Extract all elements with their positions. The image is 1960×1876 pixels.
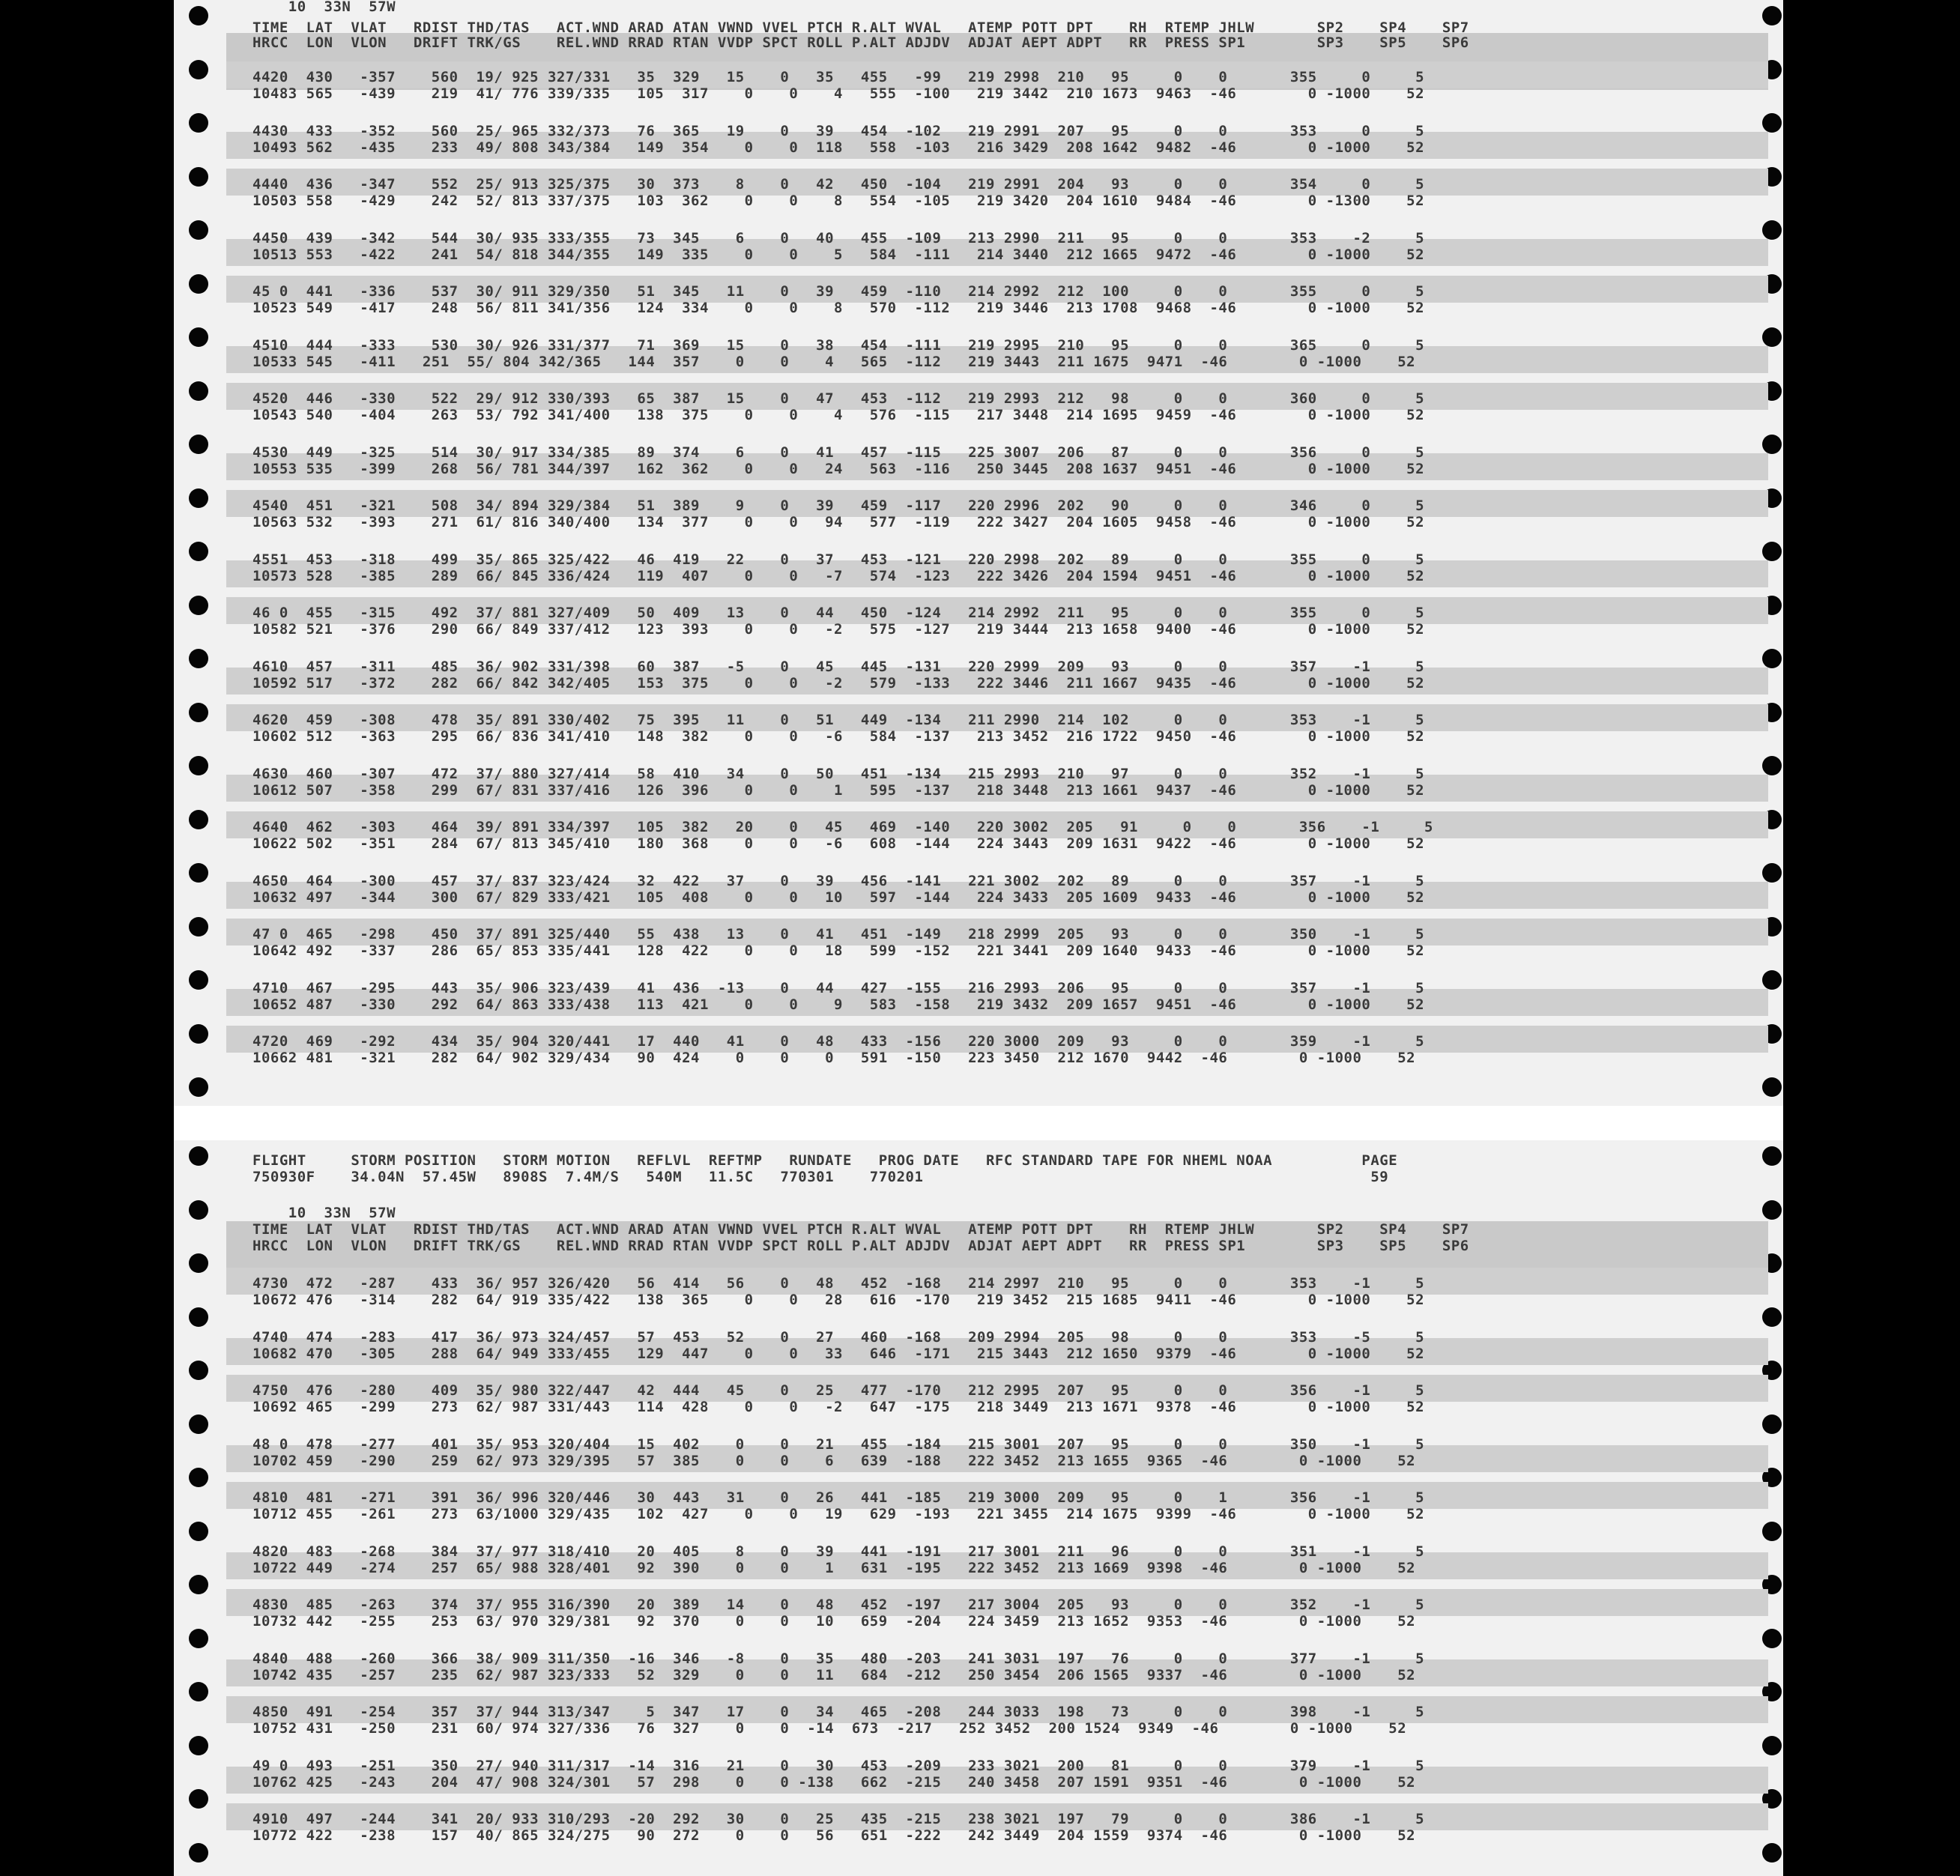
sprocket-hole	[189, 1789, 208, 1809]
sprocket-hole	[189, 917, 208, 937]
sprocket-hole	[1762, 1146, 1782, 1166]
record-line: 4551 453 -318 499 35/ 865 325/422 46 419 22 0 37 453 -121 220 2998 202 89 0 0 355 0 5	[252, 551, 1425, 568]
sprocket-hole	[189, 970, 208, 990]
record-line: 10553 535 -399 268 56/ 781 344/397 162 362 0 0 24 563 -116 250 3445 208 1637 9451 -46 0 -1000 52	[252, 460, 1425, 477]
record-line: 10682 470 -305 288 64/ 949 333/455 129 447 0 0 33 646 -171 215 3443 212 1650 9379 -46 0 -1000 52	[252, 1345, 1425, 1362]
record-line: 4750 476 -280 409 35/ 980 322/447 42 444 45 0 25 477 -170 212 2995 207 95 0 0 356 -1 5	[252, 1382, 1425, 1399]
record-line: 4430 433 -352 560 25/ 965 332/373 76 365 19 0 39 454 -102 219 2991 207 95 0 0 353 0 5	[252, 122, 1425, 139]
sprocket-hole	[189, 1307, 208, 1327]
sprocket-hole	[1762, 220, 1782, 240]
sprocket-hole	[1762, 1736, 1782, 1755]
sprocket-hole	[189, 810, 208, 829]
sprocket-hole	[189, 1736, 208, 1755]
printout-sheet-2	[174, 1140, 1783, 1876]
record-line: 10732 442 -255 253 63/ 970 329/381 92 370 0 0 10 659 -204 224 3459 213 1652 9353 -46 0 -1000 52	[252, 1613, 1416, 1630]
sprocket-hole	[189, 1361, 208, 1380]
record-line: 4610 457 -311 485 36/ 902 331/398 60 387 -5 0 45 445 -131 220 2999 209 93 0 0 357 -1 5	[252, 658, 1425, 675]
record-line: 47 0 465 -298 450 37/ 891 325/440 55 438 13 0 41 451 -149 218 2999 205 93 0 0 350 -1 5	[252, 926, 1425, 942]
left-sprocket-holes	[184, 1140, 214, 1876]
title-line: 750930F 34.04N 57.45W 8908S 7.4M/S 540M 11.5C 770301 770201 59	[252, 1169, 1389, 1185]
record-line: 10692 465 -299 273 62/ 987 331/443 114 428 0 0 -2 647 -175 218 3449 213 1671 9378 -46 0 -1000 52	[252, 1399, 1425, 1415]
record-line: 10722 449 -274 257 65/ 988 328/401 92 390 0 0 1 631 -195 222 3452 213 1669 9398 -46 0 -1000 52	[252, 1559, 1416, 1576]
sprocket-hole	[1762, 327, 1782, 347]
title-line: FLIGHT STORM POSITION STORM MOTION REFLVL REFTMP RUNDATE PROG DATE RFC STANDARD TAPE FOR NHEML NOAA PAGE	[252, 1152, 1398, 1169]
record-line: 4730 472 -287 433 36/ 957 326/420 56 414 56 0 48 452 -168 214 2997 210 95 0 0 353 -1 5	[252, 1275, 1425, 1292]
record-line: 10513 553 -422 241 54/ 818 344/355 149 335 0 0 5 584 -111 214 3440 212 1665 9472 -46 0 -1000 52	[252, 246, 1425, 263]
sprocket-hole	[1762, 435, 1782, 454]
sprocket-hole	[189, 542, 208, 561]
record-line: 4620 459 -308 478 35/ 891 330/402 75 395 11 0 51 449 -134 211 2990 214 102 0 0 353 -1 5	[252, 712, 1425, 728]
record-line: 45 0 441 -336 537 30/ 911 329/350 51 345 11 0 39 459 -110 214 2992 212 100 0 0 355 0 5	[252, 283, 1425, 300]
sprocket-hole	[189, 1200, 208, 1220]
sprocket-hole	[1762, 863, 1782, 883]
record-line: 10712 455 -261 273 63/1000 329/435 102 427 0 0 19 629 -193 221 3455 214 1675 9399 -46 0 -1000 52	[252, 1506, 1425, 1522]
sprocket-hole	[189, 1629, 208, 1648]
record-line: 4540 451 -321 508 34/ 894 329/384 51 389 9 0 39 459 -117 220 2996 202 90 0 0 346 0 5	[252, 497, 1425, 514]
record-line: 10592 517 -372 282 66/ 842 342/405 153 375 0 0 -2 579 -133 222 3446 211 1667 9435 -46 0 -1000 52	[252, 674, 1425, 692]
record-line: 10533 545 -411 251 55/ 804 342/365 144 357 0 0 4 565 -112 219 3443 211 1675 9471 -46 0 -1000 52	[252, 353, 1416, 370]
record-line: 4840 488 -260 366 38/ 909 311/350 -16 346 -8 0 35 480 -203 241 3031 197 76 0 0 377 -1 5	[252, 1650, 1425, 1667]
record-line: 4740 474 -283 417 36/ 973 324/457 57 453 52 0 27 460 -168 209 2994 205 98 0 0 353 -5 5	[252, 1328, 1425, 1346]
sprocket-hole	[1762, 113, 1782, 133]
sprocket-hole	[189, 327, 208, 347]
record-line: 10742 435 -257 235 62/ 987 323/333 52 329 0 0 11 684 -212 250 3454 206 1565 9337 -46 0 -1000 52	[252, 1666, 1416, 1683]
record-line: 10622 502 -351 284 67/ 813 345/410 180 368 0 0 -6 608 -144 224 3443 209 1631 9422 -46 0 -1000 52	[252, 835, 1425, 852]
record-line: 4820 483 -268 384 37/ 977 318/410 20 405 8 0 39 441 -191 217 3001 211 96 0 0 351 -1 5	[252, 1543, 1425, 1560]
sprocket-hole	[189, 1682, 208, 1701]
record-line: 4650 464 -300 457 37/ 837 323/424 32 422 37 0 39 456 -141 221 3002 202 89 0 0 357 -1 5	[252, 872, 1425, 889]
record-line: 49 0 493 -251 350 27/ 940 311/317 -14 316 21 0 30 453 -209 233 3021 200 81 0 0 379 -1 5	[252, 1757, 1425, 1774]
sprocket-hole	[189, 1468, 208, 1487]
sprocket-hole	[189, 1077, 208, 1097]
sprocket-hole	[1762, 1629, 1782, 1648]
header-line: 10 33N 57W	[252, 0, 396, 15]
sprocket-hole	[189, 167, 208, 187]
record-line: 10642 492 -337 286 65/ 853 335/441 128 422 0 0 18 599 -152 221 3441 209 1640 9433 -46 0 -1000 52	[252, 942, 1425, 959]
record-line: 48 0 478 -277 401 35/ 953 320/404 15 402 0 0 21 455 -184 215 3001 207 95 0 0 350 -1 5	[252, 1435, 1425, 1453]
sprocket-hole	[189, 1843, 208, 1863]
header-line: HRCC LON VLON DRIFT TRK/GS REL.WND RRAD RTAN VVDP SPCT ROLL P.ALT ADJDV ADJAT AEPT ADPT RR PRESS SP1 SP3 SP5 SP6	[252, 34, 1469, 51]
sprocket-hole	[189, 1024, 208, 1044]
sprocket-hole	[1762, 542, 1782, 561]
record-line: 10612 507 -358 299 67/ 831 337/416 126 396 0 0 1 595 -137 218 3448 213 1661 9437 -46 0 -1000 52	[252, 781, 1425, 799]
record-line: 4520 446 -330 522 29/ 912 330/393 65 387 15 0 47 453 -112 219 2993 212 98 0 0 360 0 5	[252, 390, 1425, 407]
sprocket-hole	[189, 1253, 208, 1273]
record-line: 10762 425 -243 204 47/ 908 324/301 57 298 0 0 -138 662 -215 240 3458 207 1591 9351 -46 0 -1000 52	[252, 1773, 1416, 1791]
record-line: 4850 491 -254 357 37/ 944 313/347 5 347 17 0 34 465 -208 244 3033 198 73 0 0 398 -1 5	[252, 1704, 1425, 1720]
header-line: HRCC LON VLON DRIFT TRK/GS REL.WND RRAD RTAN VVDP SPCT ROLL P.ALT ADJDV ADJAT AEPT ADPT RR PRESS SP1 SP3 SP5 SP6	[252, 1238, 1469, 1254]
record-line: 4420 430 -357 560 19/ 925 327/331 35 329 15 0 35 455 -99 219 2998 210 95 0 0 355 0 5	[252, 69, 1425, 85]
record-line: 46 0 455 -315 492 37/ 881 327/409 50 409 13 0 44 450 -124 214 2992 211 95 0 0 355 0 5	[252, 605, 1425, 621]
sprocket-hole	[1762, 1077, 1782, 1097]
sprocket-hole	[189, 756, 208, 775]
sprocket-hole	[1762, 1307, 1782, 1327]
sprocket-hole	[189, 60, 208, 79]
record-line: 10702 459 -290 259 62/ 973 329/395 57 385 0 0 6 639 -188 222 3452 213 1655 9365 -46 0 -1000 52	[252, 1452, 1416, 1469]
header-line: TIME LAT VLAT RDIST THD/TAS ACT.WND ARAD ATAN VWND VVEL PTCH R.ALT WVAL ATEMP POTT DPT RH RTEMP JHLW SP2 SP4 SP7	[252, 1221, 1469, 1238]
sprocket-hole	[189, 220, 208, 240]
record-line: 10523 549 -417 248 56/ 811 341/356 124 334 0 0 8 570 -112 219 3446 213 1708 9468 -46 0 -1000 52	[252, 300, 1425, 316]
record-line: 10483 565 -439 219 41/ 776 339/335 105 317 0 0 4 555 -100 219 3442 210 1673 9463 -46 0 -1000 52	[252, 85, 1425, 102]
sprocket-hole	[189, 274, 208, 294]
record-line: 10563 532 -393 271 61/ 816 340/400 134 377 0 0 94 577 -119 222 3427 204 1605 9458 -46 0 -1000 52	[252, 514, 1425, 530]
printout-sheet-1	[174, 0, 1783, 1106]
record-line: 4910 497 -244 341 20/ 933 310/293 -20 292 30 0 25 435 -215 238 3021 197 79 0 0 386 -1 5	[252, 1811, 1425, 1827]
sprocket-hole	[1762, 1522, 1782, 1541]
sprocket-hole	[189, 381, 208, 401]
sprocket-hole	[1762, 1200, 1782, 1220]
sprocket-hole	[189, 703, 208, 722]
sprocket-hole	[189, 1575, 208, 1594]
record-line: 4720 469 -292 434 35/ 904 320/441 17 440 41 0 48 433 -156 220 3000 209 93 0 0 359 -1 5	[252, 1033, 1425, 1050]
record-line: 10752 431 -250 231 60/ 974 327/336 76 327 0 0 -14 673 -217 252 3452 200 1524 9349 -46 0 -1000 52	[252, 1720, 1407, 1737]
record-line: 10503 558 -429 242 52/ 813 337/375 103 362 0 0 8 554 -105 219 3420 204 1610 9484 -46 0 -1300 52	[252, 193, 1425, 209]
header-line: 10 33N 57W	[252, 1205, 396, 1221]
record-line: 10543 540 -404 263 53/ 792 341/400 138 375 0 0 4 576 -115 217 3448 214 1695 9459 -46 0 -1000 52	[252, 407, 1425, 423]
record-line: 4710 467 -295 443 35/ 906 323/439 41 436 -13 0 44 427 -155 216 2993 206 95 0 0 357 -1 5	[252, 979, 1425, 996]
page-break-gap	[174, 1106, 1783, 1140]
record-line: 10772 422 -238 157 40/ 865 324/275 90 272 0 0 56 651 -222 242 3449 204 1559 9374 -46 0 -1000 52	[252, 1827, 1416, 1844]
left-sprocket-holes	[184, 0, 214, 1106]
sprocket-hole	[189, 863, 208, 883]
record-line: 10582 521 -376 290 66/ 849 337/412 123 393 0 0 -2 575 -127 219 3444 213 1658 9400 -46 0 -1000 52	[252, 621, 1425, 638]
record-line: 10573 528 -385 289 66/ 845 336/424 119 407 0 0 -7 574 -123 222 3426 204 1594 9451 -46 0 -1000 52	[252, 567, 1425, 584]
sprocket-hole	[189, 435, 208, 454]
record-line: 4450 439 -342 544 30/ 935 333/355 73 345 6 0 40 455 -109 213 2990 211 95 0 0 353 -2 5	[252, 229, 1425, 246]
sprocket-hole	[1762, 970, 1782, 990]
record-line: 4630 460 -307 472 37/ 880 327/414 58 410 34 0 50 451 -134 215 2993 210 97 0 0 352 -1 5	[252, 765, 1425, 782]
record-line: 4830 485 -263 374 37/ 955 316/390 20 389 14 0 48 452 -197 217 3004 205 93 0 0 352 -1 5	[252, 1597, 1425, 1613]
sprocket-hole	[189, 1414, 208, 1434]
sprocket-hole	[1762, 1414, 1782, 1434]
record-line: 4530 449 -325 514 30/ 917 334/385 89 374 6 0 41 457 -115 225 3007 206 87 0 0 356 0 5	[252, 444, 1425, 461]
sprocket-hole	[189, 6, 208, 25]
sprocket-hole	[189, 488, 208, 508]
record-line: 10652 487 -330 292 64/ 863 333/438 113 421 0 0 9 583 -158 219 3432 209 1657 9451 -46 0 -1000 52	[252, 996, 1425, 1013]
sprocket-hole	[189, 596, 208, 615]
record-line: 4510 444 -333 530 30/ 926 331/377 71 369 15 0 38 454 -111 219 2995 210 95 0 0 365 0 5	[252, 336, 1425, 354]
record-line: 10493 562 -435 233 49/ 808 343/384 149 354 0 0 118 558 -103 216 3429 208 1642 9482 -46 0 -1000 52	[252, 139, 1425, 156]
sprocket-hole	[1762, 649, 1782, 668]
record-line: 4640 462 -303 464 39/ 891 334/397 105 382 20 0 45 469 -140 220 3002 205 91 0 0 356 -1 5	[252, 819, 1433, 835]
sprocket-hole	[1762, 1843, 1782, 1863]
sprocket-hole	[189, 649, 208, 668]
record-line: 10602 512 -363 295 66/ 836 341/410 148 382 0 0 -6 584 -137 213 3452 216 1722 9450 -46 0 -1000 52	[252, 728, 1425, 745]
sprocket-hole	[189, 113, 208, 133]
sprocket-hole	[1762, 756, 1782, 775]
sprocket-hole	[189, 1146, 208, 1166]
sprocket-hole	[189, 1522, 208, 1541]
sprocket-hole	[1762, 6, 1782, 25]
header-line: TIME LAT VLAT RDIST THD/TAS ACT.WND ARAD ATAN VWND VVEL PTCH R.ALT WVAL ATEMP POTT DPT RH RTEMP JHLW SP2 SP4 SP7	[252, 19, 1469, 36]
record-line: 10672 476 -314 282 64/ 919 335/422 138 365 0 0 28 616 -170 219 3452 215 1685 9411 -46 0 -1000 52	[252, 1292, 1425, 1308]
record-line: 10632 497 -344 300 67/ 829 333/421 105 408 0 0 10 597 -144 224 3433 205 1609 9433 -46 0 -1000 52	[252, 889, 1425, 906]
record-line: 4440 436 -347 552 25/ 913 325/375 30 373 8 0 42 450 -104 219 2991 204 93 0 0 354 0 5	[252, 176, 1425, 193]
record-line: 4810 481 -271 391 36/ 996 320/446 30 443 31 0 26 441 -185 219 3000 209 95 0 1 356 -1 5	[252, 1489, 1425, 1506]
record-line: 10662 481 -321 282 64/ 902 329/434 90 424 0 0 0 591 -150 223 3450 212 1670 9442 -46 0 -1000 52	[252, 1050, 1416, 1066]
